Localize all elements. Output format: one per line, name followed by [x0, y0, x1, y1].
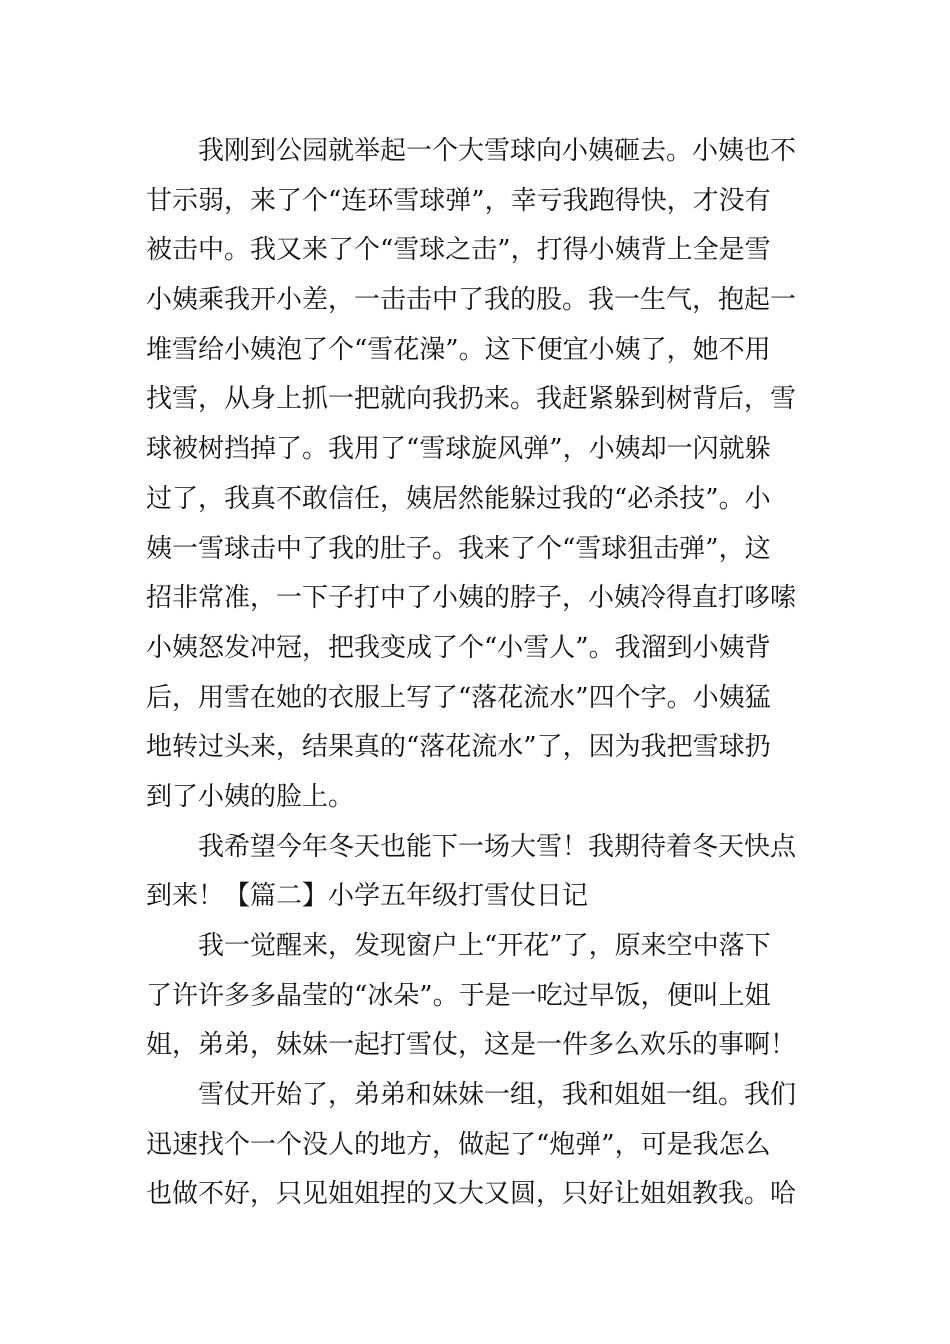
text-line: 姐，弟弟，妹妹一起打雪仗，这是一件多么欢乐的事啊！	[146, 1030, 797, 1061]
text-line: 甘示弱，来了个“连环雪球弹”，幸亏我跑得快，才没有	[146, 185, 771, 216]
text-line: 被击中。我又来了个“雪球之击”，打得小姨背上全是雪	[146, 235, 771, 266]
text-line: 雪仗开始了，弟弟和妹妹一组，我和姐姐一组。我们	[198, 1080, 797, 1111]
text-line: 姨一雪球击中了我的肚子。我来了个“雪球狙击弹”，这	[146, 533, 771, 564]
text-line: 地转过头来，结果真的“落花流水”了，因为我把雪球扔	[146, 732, 771, 763]
text-line: 迅速找个一个没人的地方，做起了“炮弹”，可是我怎么	[146, 1129, 771, 1160]
text-line: 找雪，从身上抓一把就向我扔来。我赶紧躲到树背后，雪	[146, 384, 797, 415]
text-line: 过了，我真不敢信任，姨居然能躲过我的“必杀技”。小	[146, 483, 771, 514]
text-line: 堆雪给小姨泡了个“雪花澡”。这下便宜小姨了，她不用	[146, 334, 771, 365]
text-line: 我一觉醒来，发现窗户上“开花”了，原来空中落下	[198, 931, 771, 961]
body-text	[146, 127, 806, 1220]
text-line: 我希望今年冬天也能下一场大雪！我期待着冬天快点	[198, 831, 797, 862]
text-line: 小姨乘我开小差，一击击中了我的股。我一生气，抱起一	[146, 285, 797, 316]
text-line: 也做不好，只见姐姐捏的又大又圆，只好让姐姐教我。哈	[146, 1179, 797, 1210]
text-line: 了许许多多晶莹的“冰朵”。于是一吃过早饭，便叫上姐	[146, 980, 771, 1011]
text-line: 小姨怒发冲冠，把我变成了个“小雪人”。我溜到小姨背	[146, 632, 771, 663]
text-line: 我刚到公园就举起一个大雪球向小姨砸去。小姨也不	[198, 136, 797, 166]
text-line: 后，用雪在她的衣服上写了“落花流水”四个字。小姨猛	[146, 682, 771, 713]
text-line: 到了小姨的脸上。	[146, 781, 355, 812]
text-line: 球被树挡掉了。我用了“雪球旋风弹”，小姨却一闪就躲	[146, 434, 771, 465]
text-line: 到来！【篇二】小学五年级打雪仗日记	[146, 881, 589, 912]
text-line: 招非常准，一下子打中了小姨的脖子，小姨冷得直打哆嗦	[146, 583, 797, 614]
